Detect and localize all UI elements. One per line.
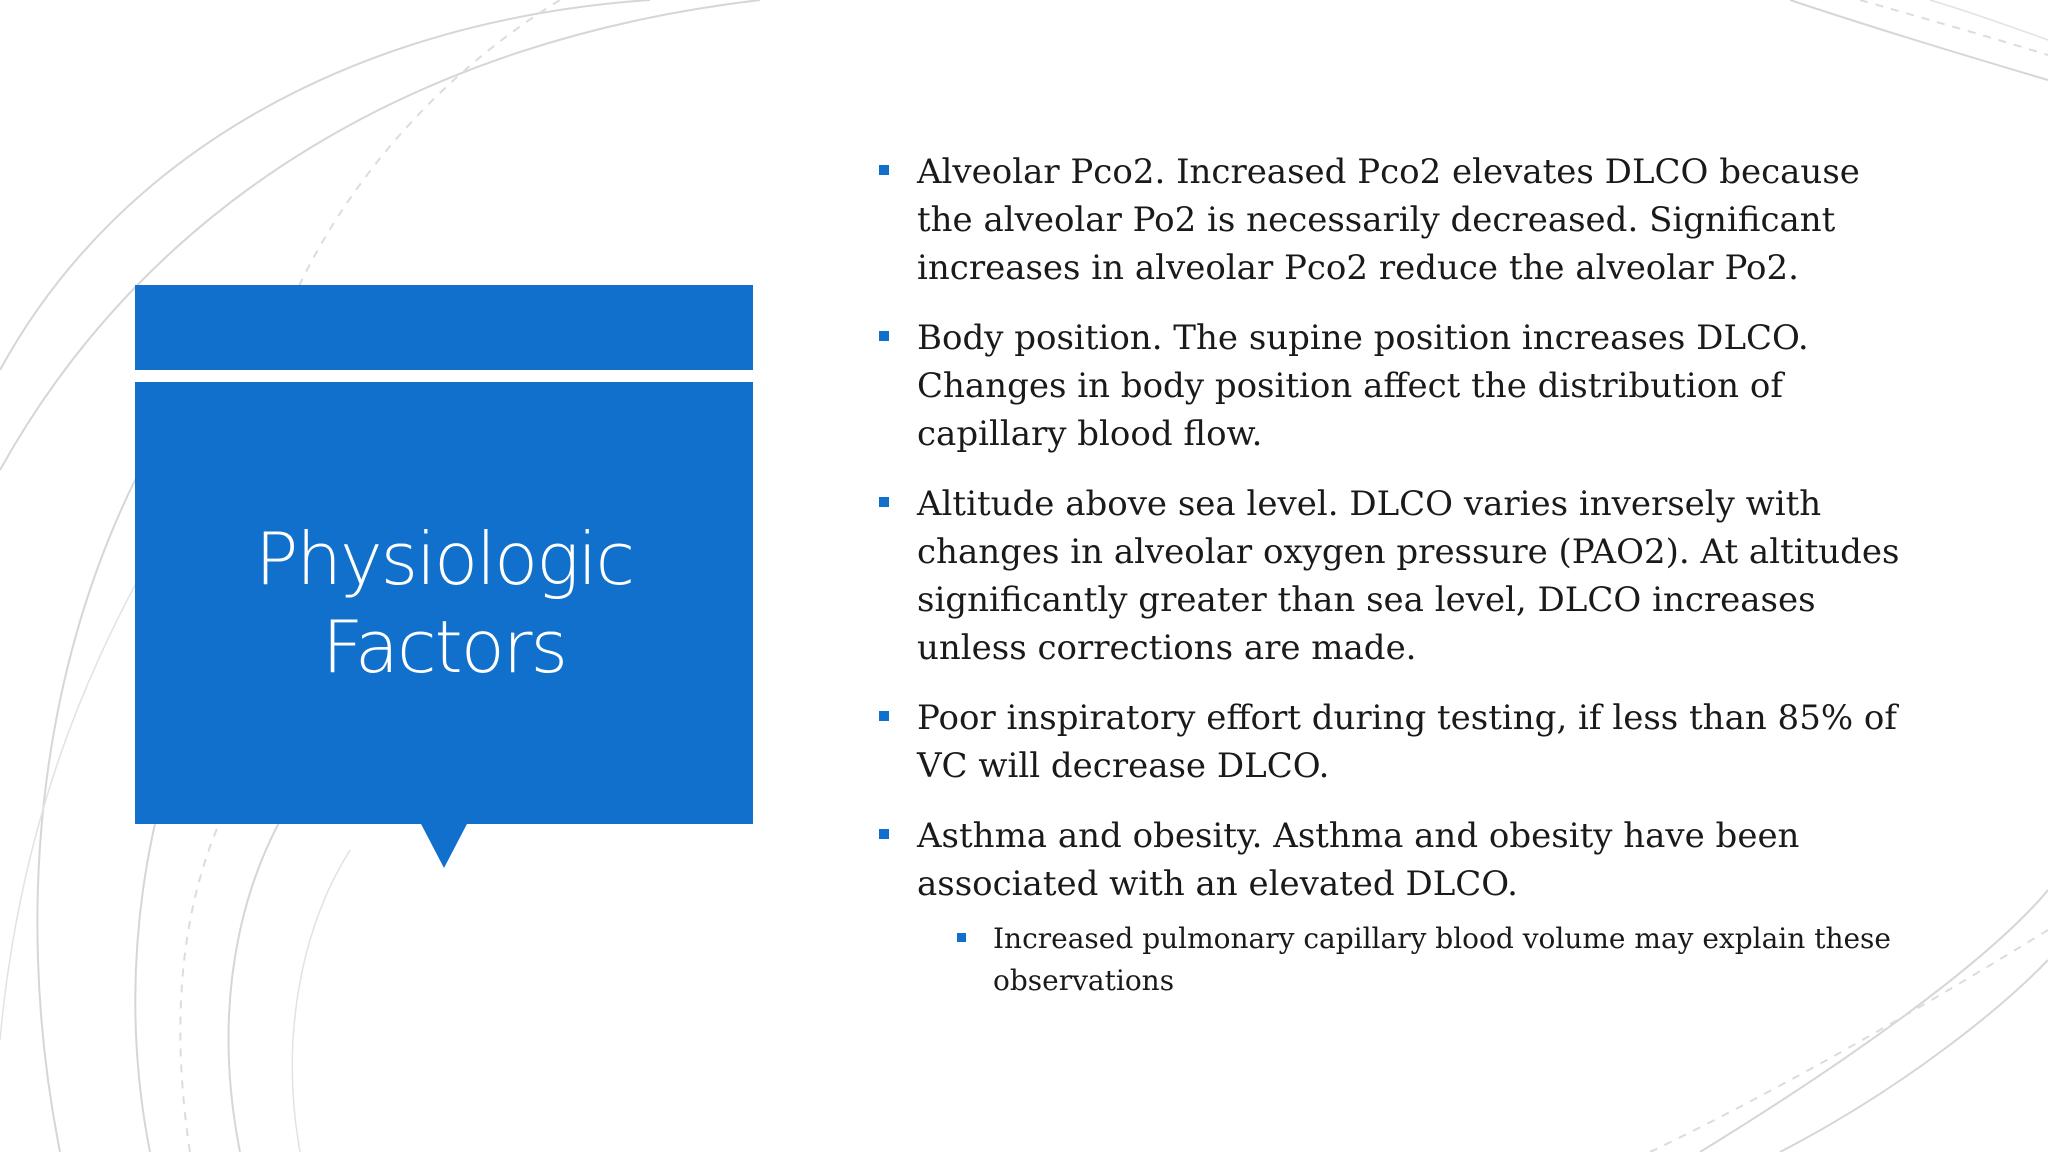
bullet-text: Asthma and obesity. Asthma and obesity have been associated with an elevated DLCO. <box>917 816 1800 904</box>
title-accent-band <box>135 285 753 370</box>
bullet-item <box>877 480 1917 672</box>
bullet-text: Poor inspiratory effort during testing, if less than 85% of VC will decrease DLCO. <box>917 698 1897 786</box>
square-bullet-icon <box>957 933 966 942</box>
callout-pointer <box>420 822 468 868</box>
square-bullet-icon <box>879 829 889 839</box>
bullet-text: Altitude above sea level. DLCO varies inversely with changes in alveolar oxygen pressure (PAO2). At altitudes significantly greater than sea level, DLCO increases unless corrections are made. <box>917 484 1900 668</box>
sub-bullet-text: Increased pulmonary capillary blood volume may explain these observations <box>993 922 1891 997</box>
square-bullet-icon <box>879 497 889 507</box>
bullet-item <box>877 694 1917 790</box>
square-bullet-icon <box>879 711 889 721</box>
title-callout-box <box>135 382 753 824</box>
bullet-item <box>877 812 1917 908</box>
sub-bullet-item <box>877 918 1917 1002</box>
square-bullet-icon <box>879 331 889 341</box>
bullet-item <box>877 314 1917 458</box>
bullet-text: Body position. The supine position increases DLCO. Changes in body position affect the distribution of capillary blood flow. <box>917 318 1809 454</box>
slide-title: Physiologic Factors <box>254 517 634 689</box>
bullet-list <box>877 148 1917 1002</box>
bullet-item <box>877 148 1917 292</box>
square-bullet-icon <box>879 165 889 175</box>
bullet-text: Alveolar Pco2. Increased Pco2 elevates DLCO because the alveolar Po2 is necessarily decreased. Significant increases in alveolar Pco2 reduce the alveolar Po2. <box>917 152 1860 288</box>
